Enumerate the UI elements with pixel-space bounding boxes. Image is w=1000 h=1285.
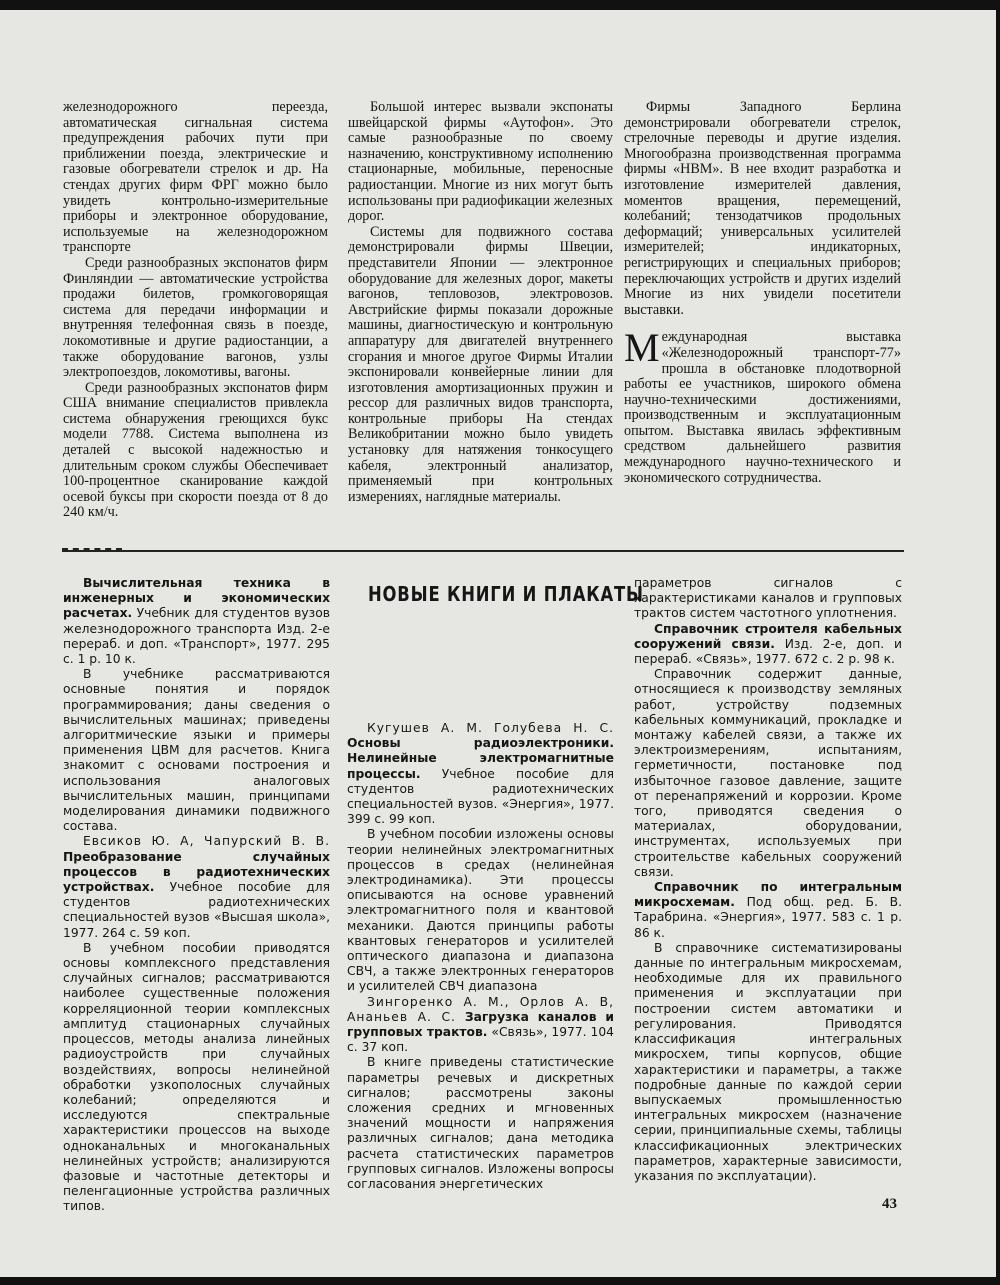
- page-number: 43: [882, 1196, 897, 1212]
- paragraph: Среди разнообразных экспонатов фирм Финляндии — автоматические устройства продажи билетов, громкоговорящая система для передачи информации и внутренняя телефонная связь в поезде, локомотивные и другие радиостанции, а также оборудование вагонов, узлы электропоездов, локомотивы, вагоны.: [63, 254, 328, 381]
- book-authors: Зингоренко А. М., Орлов А. В, Ананьев А. С.: [347, 994, 614, 1024]
- book-entry: [347, 721, 614, 827]
- book-description: Справочник содержит данные, относящиеся к производству земляных работ, устройству подземных кабельных коммуникаций, прокладке и монтажу кабелей связи, а также их электроизмерениям, испытаниям, герметичности, постановке под избыточное газовое давление, защите от перенапряжений и коррозии. Кроме того, приводятся сведения о материалах, оборудовании, инструментах, используемых при строительстве кабельных сооружений связи.: [634, 667, 902, 879]
- scan-edge-right: [996, 0, 1000, 1285]
- section-title: НОВЫЕ КНИГИ И ПЛАКАТЫ: [368, 582, 644, 606]
- book-authors: Евсиков Ю. А, Чапурский В. В.: [83, 834, 330, 849]
- article-column-2: [348, 100, 613, 505]
- book-info: Учебное пособие для студентов радиотехнических специальностей вузов «Высшая школа», 1977. 264 с. 59 коп.: [63, 880, 330, 940]
- book-info: Учебное пособие для студентов радиотехнических специальностей вузов. «Энергия», 1977. 399 с. 99 коп.: [347, 766, 614, 827]
- book-description: В книге приведены статистические параметры речевых и дискретных сигналов; рассмотрены законы сложения средних и мгновенных значений мощности и напряжения различных сигналов; дана методика расчета статистических параметров групповых сигналов. Изложены вопросы согласования энергетических: [347, 1055, 614, 1192]
- book-info: Под общ. ред. Б. В. Тарабрина. «Энергия», 1977. 583 с. 1 р. 86 к.: [634, 895, 902, 940]
- book-description: В учебном пособии изложены основы теории нелинейных электромагнитных процессов в средах (нелинейная электродинамика). Эти процессы описываются на основе уравнений электромагнитного поля и квантовой механики. Даются принципы работы квантовых генераторов и усилителей оптического диапазона и диапазона СВЧ, а также электронных генераторов и усилителей СВЧ диапазона: [347, 827, 614, 994]
- book-description: В учебнике рассматриваются основные понятия и порядок программирования; даны сведения о вычислительных машинах; приведены алгоритмические языки и примеры применения ЦВМ для расчетов. Книга знакомит с основами построения и использования аналоговых вычислительных машин, принципами моделирования динамики подвижного состава.: [63, 667, 330, 834]
- book-title: Справочник строителя кабельных сооружений связи.: [634, 621, 902, 651]
- paragraph: Среди разнообразных экспонатов фирм США внимание специалистов привлекла система обнаружения греющихся букс модели 7788. Система выполнена из деталей с высокой надежностью и длительным сроком службы Обеспечивает 100-процентное сканирование каждой осевой буксы при скорости поезда от 8 до 240 км/ч.: [63, 379, 328, 521]
- books-column-3: [634, 576, 902, 1184]
- book-description: В справочнике систематизированы данные по интегральным микросхемам, необходимые для их правильного применения и эксплуатации при построении систем автоматики и регулирования. Приводятся классификация интегральных микросхем, типы корпусов, общие характеристики и параметры, а также подробные данные по каждой серии выпускаемых промышленностью интегральных микросхем (назначение серии, принципиальные схемы, таблицы классификационных электрических параметров, характерные зависимости, указания по эксплуатации).: [634, 940, 902, 1183]
- books-column-2: [347, 721, 614, 1192]
- closing-text: еждународная выставка «Железнодорожный транспорт-77» прошла в обстановке плодотворной работы ее участников, широкого обмена научно-техническими достижениями, производственным и эксплуатационным опытом. Выставка явилась эффективным средством дальнейшего развития международного научно-технического и экономического сотрудничества.: [624, 329, 901, 486]
- book-entry: [63, 576, 330, 667]
- book-info: Учебник для студентов вузов железнодорожного транспорта Изд. 2-е перераб. и доп. «Транспорт», 1977. 295 с. 1 р. 10 к.: [63, 606, 330, 667]
- book-title: Вычислительная техника в инженерных и экономических расчетах.: [63, 576, 330, 621]
- paragraph: Фирмы Западного Берлина демонстрировали обогреватели стрелок, стрелочные переводы и другие изделия. Многообразна производственная программа фирмы «НВМ». В нее входит разработка и изготовление измерителей давления, моментов вращения, перемещений, колебаний; тензодатчиков продольных деформаций; универсальных усилителей измерителей; индикаторных, регистрирующих и специальных приборов; переключающих устройств и других изделий Многие из них увидели посетители выставки.: [624, 99, 901, 318]
- book-entry: [63, 834, 330, 940]
- book-title: Основы радиоэлектроники. Нелинейные электромагнитные процессы.: [347, 736, 614, 781]
- book-description: В учебном пособии приводятся основы комплексного представления случайных сигналов; рассматриваются наиболее существенные положения корреляционной теории комплексных амплитуд стационарных случайных процессов, методы анализа линейных радиоустройств при случайных воздействиях, вопросы нелинейной обработки узкополосных случайных колебаний; определяются и исследуются спектральные характеристики процессов на выходе одноканальных и многоканальных нелинейных устройств; анализируются фазовые и частотные детекторы и пеленгационные устройства различных типов.: [63, 940, 330, 1214]
- paragraph: Системы для подвижного состава демонстрировали фирмы Швеции, представители Японии — электронное оборудование для железных дорог, макеты вагонов, тепловозов, электровозов. Австрийские фирмы показали дорожные машины, диагностическую и контрольную аппаратуру для двигателей внутреннего сгорания и многое другое Фирмы Италии экспонировали конвейерные линии для изготовления амортизационных пружин и рессор для различных видов транспорта, контрольные приборы На стендах Великобритании можно было увидеть установку для натяжения тонкосущего кабеля, электронный анализатор, применяемый при контрольных измерениях, наглядные материалы.: [348, 223, 613, 505]
- scan-edge-top: [0, 0, 1000, 10]
- book-entry: [347, 995, 614, 1056]
- scan-edge-bottom: [0, 1277, 1000, 1285]
- book-authors: Кугушев А. М. Голубева Н. С.: [367, 721, 614, 735]
- book-description-continued: параметров сигналов с характеристиками каналов и групповых трактов систем частотного уплотнения.: [634, 576, 902, 621]
- article-column-1: [63, 100, 328, 521]
- paragraph: железнодорожного переезда, автоматическая сигнальная система предупреждения рабочих пути при приближении поезда, электрические и газовые обогреватели стрелок и др. На стендах других фирм ФРГ можно было увидеть контрольно-измерительные приборы и электронное оборудование, используемые на железнодорожном транспорте: [63, 99, 328, 256]
- book-entry: [634, 880, 902, 941]
- drop-cap: М: [624, 325, 660, 371]
- article-column-3: [624, 100, 901, 486]
- paragraph: Большой интерес вызвали экспонаты швейцарской фирмы «Аутофон». Это самые разнообразные по своему назначению, конструктивному исполнению стационарные, мобильные, переносные радиостанции. Многие из них могут быть использованы при радиофикации железных дорог.: [348, 99, 613, 225]
- book-info: Изд. 2-е, доп. и перераб. «Связь», 1977. 672 с. 2 р. 98 к.: [634, 636, 902, 667]
- book-info: «Связь», 1977. 104 с. 37 коп.: [347, 1025, 615, 1055]
- book-title: Справочник по интегральным микросхемам.: [634, 880, 902, 910]
- book-entry: [634, 622, 902, 668]
- section-divider: [62, 550, 904, 552]
- book-title: Преобразование случайных процессов в радиотехнических устройствах.: [63, 849, 330, 895]
- books-column-1: [63, 576, 330, 1215]
- closing-paragraph: [624, 325, 901, 486]
- book-title: Загрузка каналов и групповых трактов.: [347, 1009, 614, 1040]
